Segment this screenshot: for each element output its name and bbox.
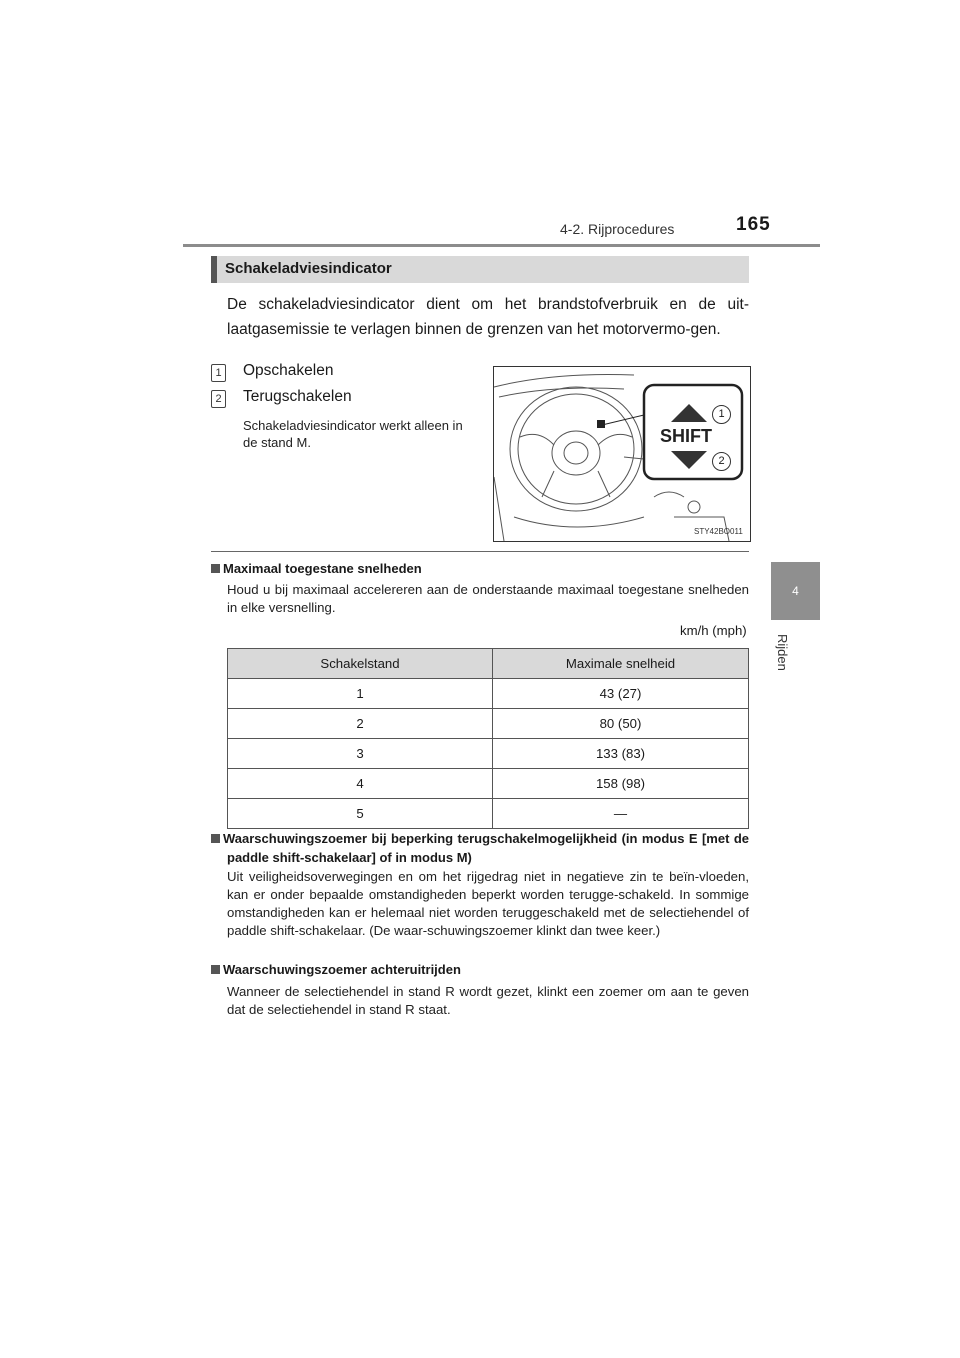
header-section-title: 4-2. Rijprocedures	[560, 221, 675, 237]
section-divider	[211, 551, 749, 552]
gear-cell: 1	[228, 679, 493, 709]
table-row	[228, 799, 749, 829]
number-1-icon: 1	[211, 364, 226, 382]
speed-cell: 158 (98)	[493, 769, 749, 799]
speed-cell: 80 (50)	[493, 709, 749, 739]
gear-cell: 3	[228, 739, 493, 769]
section-heading-accent	[211, 256, 217, 283]
column-header: Maximale snelheid	[493, 649, 749, 679]
bullet-square-icon	[211, 564, 220, 573]
table-row	[228, 739, 749, 769]
marker-2-icon: 2	[712, 452, 731, 471]
shift-down-arrow-icon	[670, 450, 708, 470]
illustration-code: STY42BO011	[694, 527, 743, 536]
indicator-note: Schakeladviesindicator werkt alleen in de stand M.	[243, 418, 463, 450]
number-2-icon: 2	[211, 390, 226, 408]
dashboard-illustration	[493, 366, 751, 542]
table-row	[228, 769, 749, 799]
chapter-tab: 4	[771, 562, 820, 620]
dashboard-drawing	[494, 367, 750, 541]
section-title: Schakeladviesindicator	[225, 260, 392, 277]
table-row	[228, 709, 749, 739]
speed-table	[227, 648, 749, 829]
shift-up-arrow-icon	[670, 403, 708, 423]
item-upshift-label: Opschakelen	[243, 362, 334, 379]
speed-unit: km/h (mph)	[680, 623, 747, 638]
speed-cell: 133 (83)	[493, 739, 749, 769]
downshift-warning-text: Uit veiligheidsoverwegingen en om het rijgedrag niet in negatieve zin te beïn-vloeden, kan er onder bepaalde omstandigheden beperkt worden terugge-schakeld. In sommige omstandigheden kan er helemaal niet worden teruggeschakeld met de selectiehendel of paddle shift-schakelaar. (De waar-schuwingszoemer klinkt dan twee keer.)	[227, 869, 749, 938]
speeds-heading: Maximaal toegestane snelheden	[211, 561, 422, 576]
chapter-label: Rijden	[775, 634, 790, 671]
downshift-warning-heading: Waarschuwingszoemer bij beperking terugschakelmogelijkheid (in modus E [met de paddle shift-schakelaar] of in modus M)	[211, 829, 749, 867]
table-header-row	[228, 649, 749, 679]
item-downshift-label: Terugschakelen	[243, 388, 352, 405]
section-heading-bar	[211, 256, 749, 283]
marker-1-icon: 1	[712, 405, 731, 424]
bullet-square-icon	[211, 965, 220, 974]
bullet-square-icon	[211, 834, 220, 843]
table-row	[228, 679, 749, 709]
gear-cell: 2	[228, 709, 493, 739]
section-intro: De schakeladviesindicator dient om het brandstofverbruik en de uit-laatgasemissie te verlagen binnen de grenzen van het motorvermo-gen.	[227, 296, 749, 338]
page-number: 165	[736, 214, 771, 235]
speed-cell: 43 (27)	[493, 679, 749, 709]
header-divider	[183, 244, 820, 247]
shift-label: SHIFT	[660, 426, 712, 446]
speed-cell: —	[493, 799, 749, 829]
reverse-warning-text: Wanneer de selectiehendel in stand R wordt gezet, klinkt een zoemer om aan te geven dat de selectiehendel in stand R staat.	[227, 984, 749, 1017]
gear-cell: 5	[228, 799, 493, 829]
gear-cell: 4	[228, 769, 493, 799]
reverse-warning-heading: Waarschuwingszoemer achteruitrijden	[211, 962, 461, 977]
speeds-text: Houd u bij maximaal accelereren aan de onderstaande maximaal toegestane snelheden in elke versnelling.	[227, 582, 749, 615]
column-header: Schakelstand	[228, 649, 493, 679]
